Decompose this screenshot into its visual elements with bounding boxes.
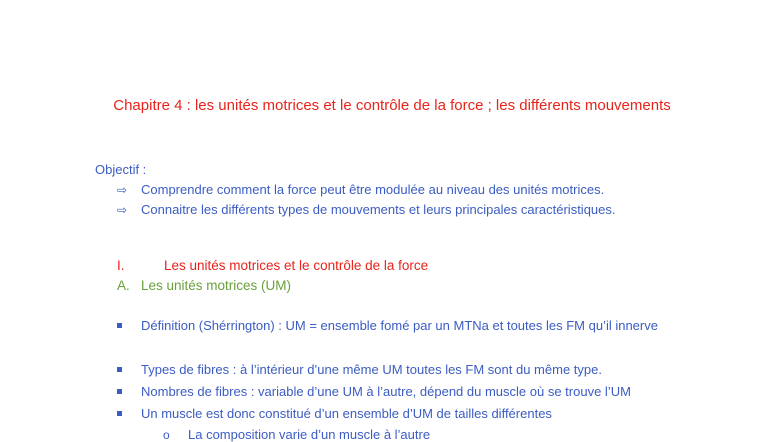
subsection-title: Les unités motrices (UM): [141, 278, 292, 293]
objective-item-text: Comprendre comment la force peut être modulée au niveau des unités motrices.: [141, 182, 605, 197]
square-bullet-icon: [117, 367, 122, 372]
square-bullet-icon: [117, 323, 122, 328]
list-item: [117, 316, 677, 336]
objective-label: Objectif :: [95, 162, 147, 177]
square-bullet-icon: [117, 389, 122, 394]
list-item-text: Un muscle est donc constitué d’un ensemble d’UM de tailles différentes: [141, 406, 552, 421]
objective-item: [117, 182, 604, 197]
section-title: Les unités motrices et le contrôle de la force: [164, 258, 429, 273]
sub-list-item: [163, 427, 430, 442]
subsection-heading-a: [117, 278, 291, 293]
list-item: [117, 404, 717, 424]
section-number: I.: [117, 258, 125, 273]
list-item-text: Définition (Shérrington) : UM = ensemble fomé par un MTNa et toutes les FM qu’il innerve: [141, 318, 658, 333]
objective-item: [117, 202, 616, 217]
list-item-text: Types de fibres : à l’intérieur d’une même UM toutes les FM sont du même type.: [141, 362, 602, 377]
list-item: [117, 360, 717, 380]
list-item: [117, 382, 737, 402]
chapter-title: Chapitre 4 : les unités motrices et le contrôle de la force ; les différents mouvements: [113, 97, 671, 114]
circle-bullet-icon: o: [163, 428, 170, 442]
arrow-right-icon: ⇨: [117, 203, 128, 217]
arrow-right-icon: ⇨: [117, 183, 128, 197]
objective-item-text: Connaitre les différents types de mouvements et leurs principales caractéristiques.: [141, 202, 616, 217]
square-bullet-icon: [117, 411, 122, 416]
subsection-number: A.: [117, 278, 130, 293]
sub-list-item-text: La composition varie d’un muscle à l’autre: [188, 427, 431, 442]
section-heading-1: [117, 258, 428, 273]
list-item-text: Nombres de fibres : variable d’une UM à l’autre, dépend du muscle où se trouve l’UM: [141, 384, 631, 399]
